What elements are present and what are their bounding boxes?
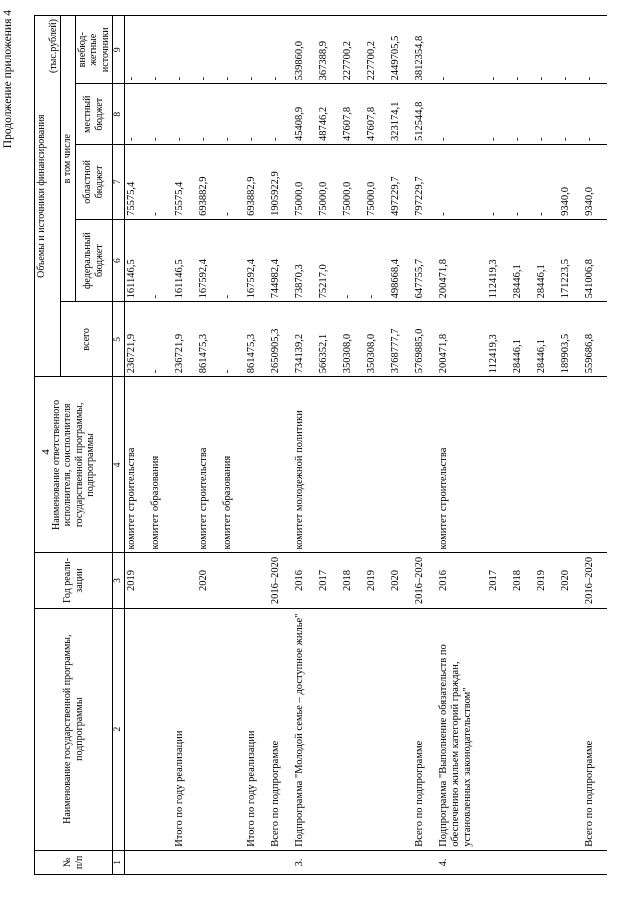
row-regional: - — [487, 144, 511, 219]
row-extra: - — [511, 16, 535, 84]
financing-table — [34, 15, 607, 875]
row-extra: - — [583, 16, 607, 84]
column-index: 9 — [113, 16, 125, 84]
funding-group-label: Объемы и источники финансирования — [36, 114, 47, 278]
row-program-name — [149, 608, 173, 850]
row-executor — [559, 377, 583, 553]
row-regional: 75575,4 — [173, 144, 197, 219]
row-executor — [583, 377, 607, 553]
row-total: 28446,1 — [511, 302, 535, 377]
row-regional: 9340,0 — [583, 144, 607, 219]
row-federal: 112419,3 — [487, 219, 511, 302]
column-index: 6 — [113, 219, 125, 302]
table-row — [124, 16, 149, 875]
row-year: 2016–2020 — [413, 553, 437, 608]
row-extra: - — [245, 16, 269, 84]
row-federal: 200471,8 — [437, 219, 487, 302]
header-total: всего — [61, 302, 113, 377]
page-number: 4 — [40, 449, 52, 455]
row-executor: комитет образования — [221, 377, 245, 553]
row-total: 200471,8 — [437, 302, 487, 377]
row-local: - — [535, 84, 559, 145]
row-federal: 541006,8 — [583, 219, 607, 302]
row-extra: - — [221, 16, 245, 84]
row-local: - — [197, 84, 221, 145]
row-regional: 497229,7 — [389, 144, 413, 219]
row-program-name — [365, 608, 389, 850]
row-number — [245, 850, 269, 874]
row-federal: 167592,4 — [245, 219, 269, 302]
row-program-name — [197, 608, 221, 850]
row-executor — [245, 377, 269, 553]
row-year — [245, 553, 269, 608]
row-program-name — [487, 608, 511, 850]
row-extra: - — [437, 16, 487, 84]
units-label: (тыс.рублей) — [47, 19, 59, 74]
row-number — [317, 850, 341, 874]
row-number: 4. — [437, 850, 487, 874]
row-federal: 73870,3 — [293, 219, 317, 302]
row-program-name: Итого по году реализации — [173, 608, 197, 850]
row-extra: 2449705,5 — [389, 16, 413, 84]
row-extra: - — [124, 16, 149, 84]
row-year: 2020 — [197, 553, 221, 608]
row-executor — [269, 377, 293, 553]
header-executor: Наименование ответственного исполнителя, соисполнителя государственной программы, подпрограммы — [35, 377, 113, 553]
row-local: - — [173, 84, 197, 145]
row-program-name: Всего по подпрограмме — [413, 608, 437, 850]
row-total: 350308,0 — [365, 302, 389, 377]
row-program-name — [511, 608, 535, 850]
row-extra: - — [269, 16, 293, 84]
table-body — [124, 16, 607, 875]
row-total: 559686,8 — [583, 302, 607, 377]
row-extra: - — [149, 16, 173, 84]
row-regional: 9340,0 — [559, 144, 583, 219]
row-local: 47607,8 — [365, 84, 389, 145]
row-executor: комитет молодежной политики — [293, 377, 317, 553]
row-federal: 171223,5 — [559, 219, 583, 302]
row-federal: - — [341, 219, 365, 302]
row-local: 323174,1 — [389, 84, 413, 145]
row-extra: - — [197, 16, 221, 84]
column-index: 3 — [113, 553, 125, 608]
row-total: 2650905,3 — [269, 302, 293, 377]
row-regional: - — [535, 144, 559, 219]
table-row — [221, 16, 245, 875]
row-executor — [389, 377, 413, 553]
row-extra: - — [173, 16, 197, 84]
row-regional: 75000,0 — [365, 144, 389, 219]
row-number — [269, 850, 293, 874]
row-executor — [511, 377, 535, 553]
header-program: Наименование государственной программы, подпрограммы — [35, 608, 113, 850]
row-regional: - — [437, 144, 487, 219]
table-row — [583, 16, 607, 875]
row-regional: - — [149, 144, 173, 219]
row-number — [149, 850, 173, 874]
table-row — [173, 16, 197, 875]
row-extra: 227700,2 — [365, 16, 389, 84]
row-regional: - — [511, 144, 535, 219]
header-extra: внебюд-жетные источники — [75, 16, 113, 84]
row-federal: - — [221, 219, 245, 302]
row-executor: комитет строительства — [124, 377, 149, 553]
row-number — [559, 850, 583, 874]
continuation-caption: Продолжение приложения 4 — [2, 10, 14, 149]
row-federal: 75217,0 — [317, 219, 341, 302]
row-year: 2018 — [341, 553, 365, 608]
row-federal: - — [365, 219, 389, 302]
row-federal: 498668,4 — [389, 219, 413, 302]
table-row — [389, 16, 413, 875]
row-local: 512544,8 — [413, 84, 437, 145]
row-year: 2020 — [559, 553, 583, 608]
row-executor — [341, 377, 365, 553]
row-number — [197, 850, 221, 874]
row-local: 48746,2 — [317, 84, 341, 145]
table-row — [245, 16, 269, 875]
table-row — [341, 16, 365, 875]
row-year: 2016–2020 — [583, 553, 607, 608]
row-program-name — [559, 608, 583, 850]
row-total: - — [221, 302, 245, 377]
table-row — [197, 16, 221, 875]
row-number — [221, 850, 245, 874]
row-number — [173, 850, 197, 874]
table-row — [535, 16, 559, 875]
row-federal: 28446,1 — [535, 219, 559, 302]
header-local: местный бюджет — [75, 84, 113, 145]
column-index-row — [113, 16, 125, 875]
table-row — [487, 16, 511, 875]
row-total: 566352,1 — [317, 302, 341, 377]
table-row — [317, 16, 341, 875]
row-number — [511, 850, 535, 874]
row-local: - — [221, 84, 245, 145]
row-executor: комитет строительства — [437, 377, 487, 553]
column-index: 7 — [113, 144, 125, 219]
row-year — [221, 553, 245, 608]
row-year: 2016 — [437, 553, 487, 608]
row-year: 2017 — [487, 553, 511, 608]
row-regional: 75000,0 — [317, 144, 341, 219]
row-number — [389, 850, 413, 874]
row-program-name — [317, 608, 341, 850]
row-extra: 367388,9 — [317, 16, 341, 84]
row-executor — [173, 377, 197, 553]
row-federal: 647755,7 — [413, 219, 437, 302]
row-program-name — [389, 608, 413, 850]
row-extra: 539860,0 — [293, 16, 317, 84]
row-executor — [487, 377, 511, 553]
row-regional: 797229,7 — [413, 144, 437, 219]
row-federal: 28446,1 — [511, 219, 535, 302]
row-federal: 161146,5 — [124, 219, 149, 302]
header-federal: федеральный бюджет — [75, 219, 113, 302]
row-total: 112419,3 — [487, 302, 511, 377]
row-local: 47607,8 — [341, 84, 365, 145]
row-total: 236721,9 — [173, 302, 197, 377]
row-number — [365, 850, 389, 874]
table-row — [269, 16, 293, 875]
table-row — [437, 16, 487, 875]
row-federal: 161146,5 — [173, 219, 197, 302]
row-year: 2016–2020 — [269, 553, 293, 608]
row-extra: - — [487, 16, 511, 84]
row-extra: 3812354,8 — [413, 16, 437, 84]
row-executor: комитет образования — [149, 377, 173, 553]
row-local: - — [511, 84, 535, 145]
row-federal: 744982,4 — [269, 219, 293, 302]
row-year: 2020 — [389, 553, 413, 608]
row-local: - — [245, 84, 269, 145]
row-regional: 693882,9 — [245, 144, 269, 219]
row-program-name — [535, 608, 559, 850]
row-regional: 75000,0 — [341, 144, 365, 219]
row-local: - — [487, 84, 511, 145]
row-executor — [535, 377, 559, 553]
row-local: - — [124, 84, 149, 145]
row-number — [583, 850, 607, 874]
row-total: 236721,9 — [124, 302, 149, 377]
table-row — [365, 16, 389, 875]
table-row — [511, 16, 535, 875]
row-program-name — [124, 608, 149, 850]
row-total: 861475,3 — [197, 302, 221, 377]
row-regional: 693882,9 — [197, 144, 221, 219]
row-local: - — [149, 84, 173, 145]
row-number — [413, 850, 437, 874]
row-extra: - — [559, 16, 583, 84]
row-executor — [413, 377, 437, 553]
row-local: - — [269, 84, 293, 145]
row-year: 2019 — [365, 553, 389, 608]
column-index: 2 — [113, 608, 125, 850]
column-index: 1 — [113, 850, 125, 874]
row-year: 2019 — [535, 553, 559, 608]
row-program-name — [221, 608, 245, 850]
row-extra: - — [535, 16, 559, 84]
row-program-name: Всего по подпрограмме — [269, 608, 293, 850]
row-local: 45408,9 — [293, 84, 317, 145]
table-row — [559, 16, 583, 875]
column-index: 4 — [113, 377, 125, 553]
row-executor — [365, 377, 389, 553]
row-number — [487, 850, 511, 874]
row-regional: 1905922,9 — [269, 144, 293, 219]
row-program-name: Всего по подпрограмме — [583, 608, 607, 850]
column-index: 5 — [113, 302, 125, 377]
table-row — [293, 16, 317, 875]
row-total: 350308,0 — [341, 302, 365, 377]
row-program-name: Подпрограмма "Выполнение обязательств по обеспечению жильем категорий граждан, установленных законодательством" — [437, 608, 487, 850]
row-number: 3. — [293, 850, 317, 874]
row-executor: комитет строительства — [197, 377, 221, 553]
row-number — [535, 850, 559, 874]
row-total: 189903,5 — [559, 302, 583, 377]
row-regional: 75000,0 — [293, 144, 317, 219]
column-index: 8 — [113, 84, 125, 145]
header-incl: в том числе — [61, 16, 76, 302]
row-year: 2019 — [124, 553, 149, 608]
row-program-name: Подпрограмма "Молодой семье – доступное жилье" — [293, 608, 317, 850]
row-year — [173, 553, 197, 608]
row-number — [124, 850, 149, 874]
row-total: 3768777,7 — [389, 302, 413, 377]
row-year: 2016 — [293, 553, 317, 608]
row-year: 2018 — [511, 553, 535, 608]
row-federal: 167592,4 — [197, 219, 221, 302]
row-program-name — [341, 608, 365, 850]
row-number — [341, 850, 365, 874]
table-row — [149, 16, 173, 875]
row-local: - — [437, 84, 487, 145]
row-executor — [317, 377, 341, 553]
row-total: 28446,1 — [535, 302, 559, 377]
row-local: - — [583, 84, 607, 145]
header-regional: областной бюджет — [75, 144, 113, 219]
row-regional: 75575,4 — [124, 144, 149, 219]
row-total: 734139,2 — [293, 302, 317, 377]
row-year: 2017 — [317, 553, 341, 608]
header-funding-group — [35, 16, 61, 377]
row-year — [149, 553, 173, 608]
row-local: - — [559, 84, 583, 145]
table-row — [413, 16, 437, 875]
row-regional: - — [221, 144, 245, 219]
row-program-name: Итого по году реализации — [245, 608, 269, 850]
row-federal: - — [149, 219, 173, 302]
row-total: 861475,3 — [245, 302, 269, 377]
row-total: 5769885,0 — [413, 302, 437, 377]
header-num: № п/п — [35, 850, 113, 874]
row-total: - — [149, 302, 173, 377]
row-extra: 227700,2 — [341, 16, 365, 84]
header-year: Год реали-зации — [35, 553, 113, 608]
